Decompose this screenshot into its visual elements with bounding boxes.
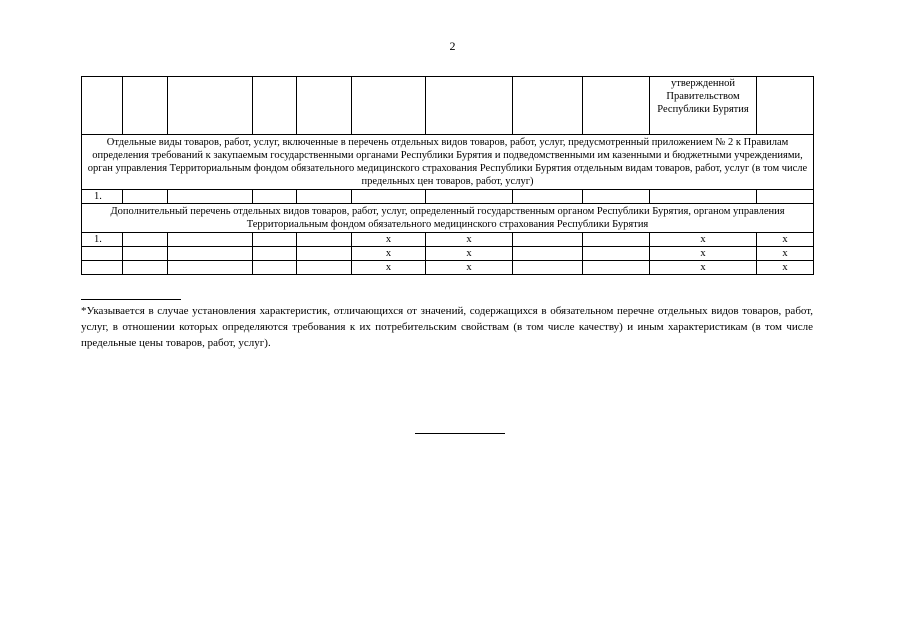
table-cell: x [650,261,757,275]
section-2-title: Дополнительный перечень отдельных видов товаров, работ, услуг, определенный государственным органом Республики Бурятия, органом управления Территориальным фондом обязательного медицинского страхования Республики Бурятия [82,204,814,233]
table-cell: x [352,233,426,247]
table-cell [168,77,253,135]
table-cell [583,190,650,204]
table-cell [650,190,757,204]
table-cell [426,77,513,135]
row-number [82,261,123,275]
footnote-text: *Указывается в случае установления характеристик, отличающихся от значений, содержащихся в обязательном перечне отдельных видов товаров, работ, услуг, в отношении которых определяются требования к их потребительским свойствам (в том числе качеству) и иным характеристикам (в том числе предельные цены товаров, работ, услуг). [81,305,813,349]
table-cell: x [352,261,426,275]
table-cell: x [757,261,814,275]
table-cell [513,77,583,135]
table-cell: x [426,247,513,261]
row-number: 1. [82,190,123,204]
table-row [82,233,814,247]
table-row [82,190,814,204]
table-cell [513,247,583,261]
section-1-title: Отдельные виды товаров, работ, услуг, включенные в перечень отдельных видов товаров, работ, услуг, предусмотренный приложением № 2 к Правилам определения требований к закупаемым государственными органами Республики Бурятия и подведомственными им казенными и бюджетными учреждениями, орган управления Территориальным фондом обязательного медицинского страхования Республики Бурятия отдельным видам товаров, работ, услуг (в том числе предельных цен товаров, работ, услуг) [82,135,814,190]
table-cell [583,247,650,261]
table-cell [352,77,426,135]
table-cell [297,190,352,204]
table-cell: x [426,261,513,275]
header-cell-approved: утвержденной Правительством Республики Бурятия [650,77,757,135]
page-number: 2 [449,39,456,53]
table-cell: x [426,233,513,247]
table-cell [297,261,352,275]
table-cell [82,77,123,135]
table-cell: x [650,233,757,247]
table-row [82,247,814,261]
table-cell: x [650,247,757,261]
table-cell [513,233,583,247]
table-cell [757,77,814,135]
table-cell: x [757,233,814,247]
table-cell [513,190,583,204]
table-cell [253,77,297,135]
table-cell [168,247,253,261]
table-cell [253,233,297,247]
requirements-table [81,76,814,275]
table-cell: x [757,247,814,261]
table-cell [168,233,253,247]
table-cell [426,190,513,204]
table-cell [123,261,168,275]
table-cell [757,190,814,204]
table-header-row [82,77,814,135]
table-cell [123,233,168,247]
row-number: 1. [82,233,123,247]
table-row [82,261,814,275]
end-of-document-line [415,433,505,434]
table-cell [352,190,426,204]
table-cell [297,77,352,135]
row-number [82,247,123,261]
table-cell [297,233,352,247]
section-title-row [82,204,814,233]
footnote-separator [81,299,181,300]
table-cell [513,261,583,275]
table-cell [123,190,168,204]
table-cell [253,190,297,204]
table-cell [297,247,352,261]
table-cell [168,261,253,275]
table-cell [123,247,168,261]
table-cell [583,233,650,247]
table-cell: x [352,247,426,261]
table-cell [253,247,297,261]
table-cell [583,77,650,135]
table-cell [583,261,650,275]
table-cell [168,190,253,204]
table-cell [253,261,297,275]
section-title-row [82,135,814,190]
table-cell [123,77,168,135]
